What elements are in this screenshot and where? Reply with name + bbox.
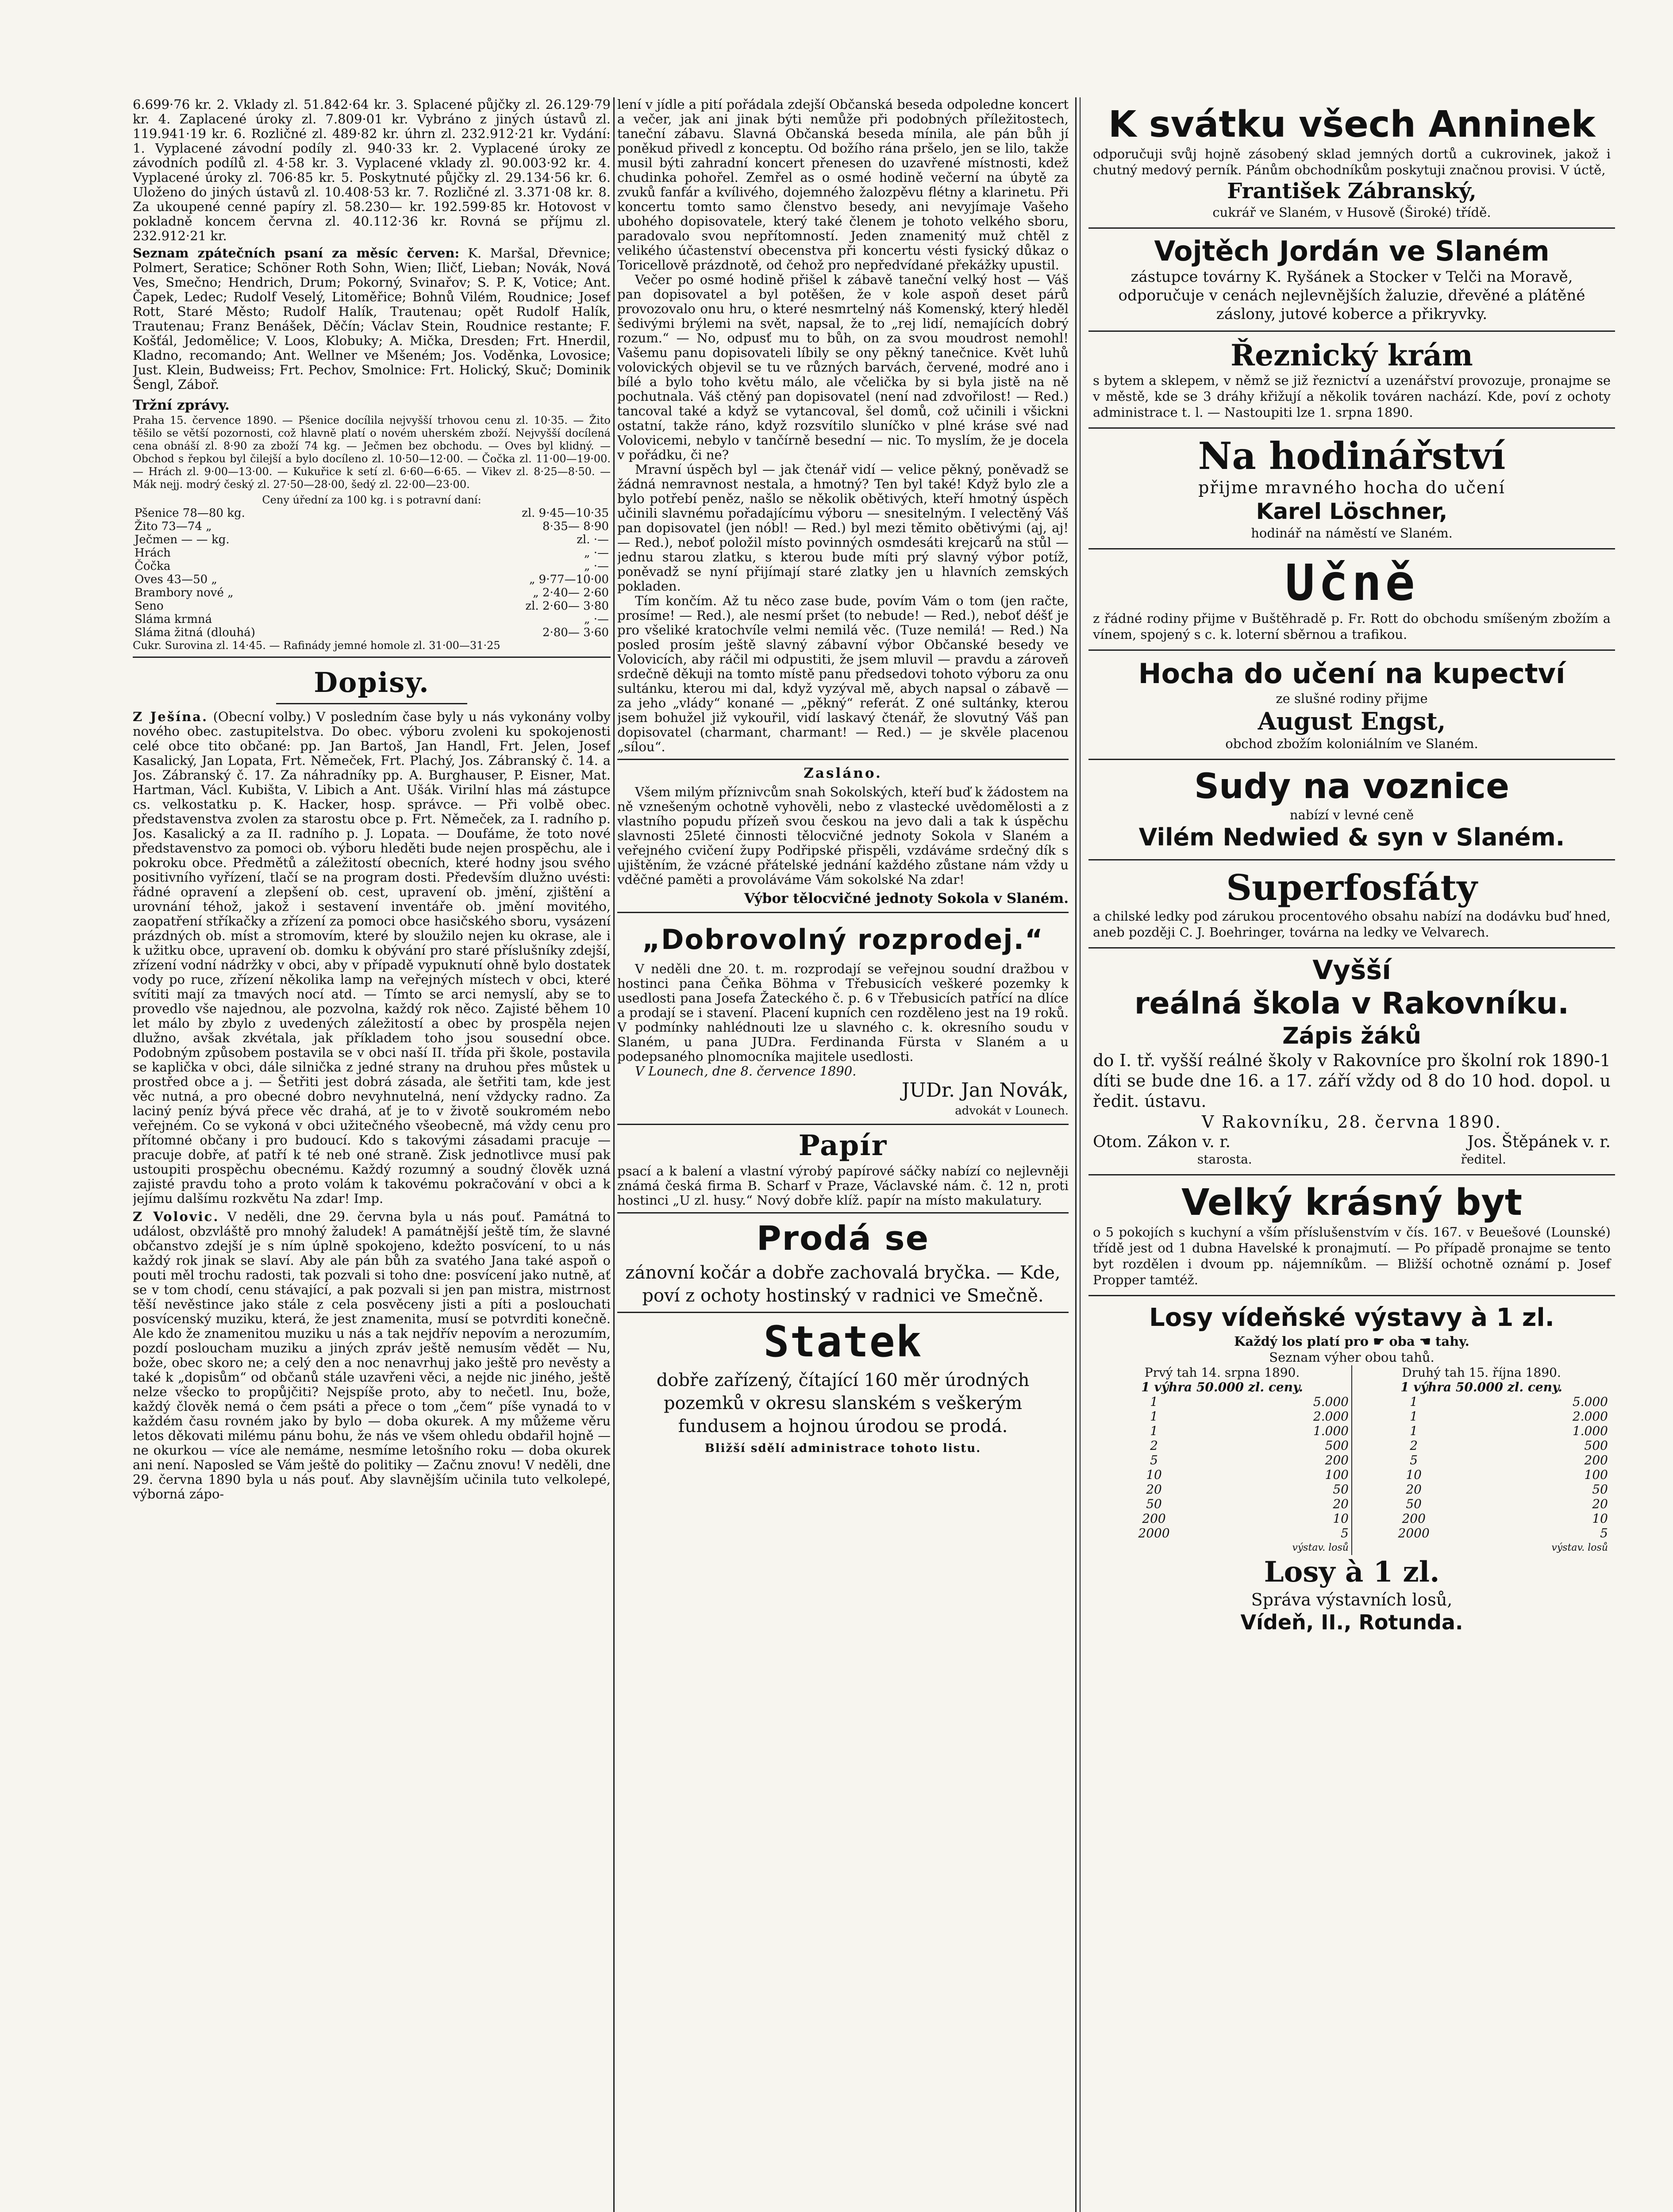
price-value: zl. ·— (577, 533, 609, 546)
papir-title: Papír (798, 1129, 888, 1162)
ad-superfosfaty (1088, 860, 1615, 949)
prize-value: 1.000 (1313, 1424, 1349, 1438)
prize-value: 100 (1584, 1467, 1608, 1482)
lottery-row (1093, 1424, 1611, 1438)
ad-text: Správa výstavních losů, (1251, 1590, 1453, 1609)
prize-count: 2000 (1352, 1526, 1475, 1540)
column-rule (1080, 97, 1081, 2212)
price-item: Ječmen — — kg. (135, 533, 230, 546)
members-list: K. Maršal, Dřevnice; Polmert, Seratice; Schöner Roth Sohn, Wien; Iličť, Lieban; Novák, Nová Ves, Smečno; Hendrich, Drum; Pokorný, Svinařov; S. P. K, Votice; Ant. Čapek, Ledec; Rudolf Veselý, Litoměřice; Bohnů Vilém, Roudnice; Josef Rott, Staré Město; Rudolf Halík, Trautenau; opět Rudolf Halík, Trautenau; Franz Benášek, Děčín; Václav Stein, Roudnice restante; F. Košťál, Jedomělice; V. Loos, Klobuky; A. Mička, Dresden; Frt. Hnerdil, Kladno, recomando; Ant. Wellner ve Mšeném; Jos. Voděnka, Lovosice; Just. Klein, Budweiss; Frt. Pechov, Smolnice: Frt. Holický, Skuč; Dominik Šengl, Záboř. (133, 246, 611, 392)
ad-role: ředitel. (1461, 1152, 1507, 1167)
ad-title: K svátku všech Anninek (1108, 104, 1596, 146)
column-rule (1075, 97, 1077, 2212)
ad-text: z řádné rodiny přijme v Buštěhradě p. Fr. Rott do obchodu smíšeným zbožím a vínem, spojený s c. k. loterní sběrnou a trafikou. (1093, 611, 1611, 642)
prize-value: 5 (1341, 1526, 1349, 1540)
ad-name: Karel Löschner, (1256, 499, 1448, 524)
price-row (133, 599, 611, 613)
lottery-row (1093, 1482, 1611, 1497)
ad-signature: Jos. Štěpánek v. r. (1467, 1133, 1611, 1151)
prize-count: 1 (1352, 1424, 1475, 1438)
ad-title: Superfosfáty (1226, 867, 1477, 908)
prize-value: 200 (1584, 1453, 1608, 1467)
lottery-table (1093, 1365, 1611, 1555)
ad-name: Vilém Nedwied & syn v Slaném. (1138, 823, 1565, 851)
column-rule (613, 97, 615, 2212)
ad-title: Sudy na voznice (1194, 767, 1510, 806)
lottery-row (1093, 1409, 1611, 1424)
lottery-main-prize: 1 výhra 50.000 zl. ceny. (1141, 1380, 1303, 1394)
prize-value: 5 (1600, 1526, 1608, 1540)
dopis-volovice-text: V neděli, dne 29. června byla u nás pouť. Památná to událost, obzvláště pro mnohý žaludek! A památnější ještě tím, že slavné občanstvo zdejší je s ním úplně spokojeno, kdežto posvícení, to u nás každý rok jinak se slaví. Aby ale pán bůh za svatého Jana také aspoň o pouti měl trochu radosti, tak pozvali si toho dne: posvícení jako nutně, ať se v tom chodí, cenu stávající, a pak pozvali si jen pan mistra, mistrnost těší nevěstince jako stále z cela posvěceny jisti a píti a poslouchati posvícenský muziku, která, že jest znamenita, musí se potvrditi konečně. Ale kdo že znamenitou muziku u nás a tak nejdřív nepovím a nerozumím, pozdí posloucham muziku a jiných zpráv ještě nemusím vědět — Nu, bože, obec skoro ne; a celý den a noc nenavrhuj jako ještě pro nevěsty a také k „dopisům“ od občanů stále uzavřeni věci, a nejde nic jiného, ještě nelze všecko to propůjčiti? Nejspíše proto, aby to nečetl. Inu, bože, každý člověk nemá o čem psáti a přece o tom „čem“ píše vynadá to v každém času rovném jako by bylo — doba okurek. A my můžeme věru letos děkovati milému pánu bohu, že nás ve všem ohledu obdařil hojně — ne okurkou — více ale nemáme, nesmíme letošního roku — doba okurek ani není. Naposled se Vám ještě do politiky — Začnu znovu! V neděli, dne 29. června 1890 byla u nás pouť. Aby slavnějším učinila tuto velkolepé, výborná zápo- (133, 1209, 611, 1502)
lottery-row (1093, 1394, 1611, 1409)
ad-text: zástupce továrny K. Ryšánek a Stocker v Telči na Moravě, odporučuje v cenách nejlevnějších žaluzie, dřevěné a plátěné záslony, jutové koberce a přikryvky. (1118, 268, 1585, 323)
prize-count: 50 (1146, 1497, 1162, 1511)
sale-title: „Dobrovolný rozprodej.“ (642, 923, 1044, 956)
prize-count: 1 (1150, 1424, 1158, 1438)
price-value: zl. 2·60— 3·80 (525, 599, 609, 613)
prize-count: 1 (1352, 1409, 1475, 1424)
price-item: Sláma žitná (dlouhá) (135, 626, 255, 639)
dopisy-title: Dopisy. (314, 666, 430, 699)
ad-losy (1088, 1296, 1615, 1642)
divider (617, 1212, 1069, 1214)
prize-value: 100 (1325, 1467, 1349, 1482)
lottery-draw-2: Druhý tah 15. října 1890. (1352, 1365, 1611, 1380)
lottery-row (1093, 1380, 1611, 1394)
lottery-row (1093, 1438, 1611, 1453)
ad-title: Vyšší (1312, 955, 1391, 986)
price-value: „ ·— (584, 560, 609, 573)
ad-title: Velký krásný byt (1181, 1182, 1523, 1224)
ad-roles (1093, 1152, 1611, 1167)
prize-value: 2.000 (1313, 1409, 1349, 1424)
ad-reznik (1088, 332, 1615, 429)
members-heading: Seznam zpátečních psaní za měsíc červen: (133, 246, 460, 261)
ad-text: a chilské ledky pod zárukou procentového obsahu nabízí na dodávku buď hned, aneb později C. J. Boehringer, továrna na ledky ve Velvarech. (1093, 909, 1611, 940)
price-value: „ 9·77—10·00 (529, 573, 609, 586)
prize-count: 20 (1352, 1482, 1475, 1497)
price-row (133, 546, 611, 560)
prize-value: 5.000 (1572, 1394, 1608, 1409)
article-text: Tím končím. Až tu něco zase bude, povím Vám o tom (jen račte, prosíme! — Red.), ale nesmí pršet (to nebude! — Red.), neboť déšť je pro všeliké kratochvíle velmi nemilá věc. (Tuze nemilá! — Red.) Na posled prosím ještě slavný zábavní výbor Občanské besedy ve Volovicích, aby ráčil mi odpustiti, že jsem mluvil — pravdu a zároveň srdečně děkuji na tomto místě panu předsedovi tohoto výboru za onu sultánku, kterou mi dal, když vyzýval mě, abych napsal o zábavě — za jeho „vlády“ konané — „pěkný“ referát. Z oné sultánky, kterou jsem bohužel již vykouřil, vidí laskavý čtenář, že slovutný Váš pan dopisovatel (charmant, charmant! — Red.) — je skvěle placenou „sílou“. (617, 593, 1069, 754)
statek-text: dobře zařízený, čítající 160 měr úrodných pozemků v okresu slanském s veškerým fundusem a hojnou úrodou se prodá. (656, 1370, 1030, 1436)
column-left (133, 97, 611, 2212)
ad-title: Učně (1285, 554, 1419, 612)
divider (276, 703, 467, 704)
dopis-place-volovice: Z Volovic. (133, 1209, 219, 1224)
ad-role: starosta. (1197, 1152, 1252, 1167)
prize-count: 5 (1150, 1453, 1158, 1467)
price-table (133, 507, 611, 639)
dopis-jesin-text: (Obecní volby.) V posledním čase byly u nás vykonány volby nového obec. zastupitelstva. Do obec. výboru zvoleni ku spokojenosti celé obce tito občané: pp. Jan Bartoš, Jan Handl, Frt. Jelen, Josef Kasalický, Jan Lopata, Frt. Němeček, Frt. Plachý, Jos. Zábranský č. 14. a Jos. Zábranský č. 17. Za náhradníky pp. A. Burghauser, P. Eisner, Mat. Hartman, Václ. Kubišta, V. Libich a Ant. Ušák. Virilní hlas má zástupce cs. velkostatku p. K. Hacker, hosp. správce. — Při volbě obec. představenstva zvolen za starostu obce p. Frt. Němeček, za I. radního p. Jos. Kasalický a za II. radního p. J. Lopata. — Doufáme, že toto nové představenstvo za pomoci ob. výboru hleděti bude nejen prospěchu, ale i pokroku obce. Předmětů a záležitostí obecních, které hodny jsou svého positivního vyřízení, tlačí se na program dosti. Především dlužno uvésti: řádné opravení a zlepšení ob. cest, upravení ob. jmění, zjištění a urovnání téhož, jakož i sestavení inventáře ob. jmění movitého, zaopatření stříkačky a zřízení za pomoci obce hasičského sboru, vysázení prázdných ob. míst a stromovím, které by sloužilo nejen ku okrase, ale i k užitku obce, upravení ob. domku k obývání pro staré příslušníky zdejší, zřízení vodní nádržky v obci, aby v případě vypuknutí ohně bylo dostatek vody po ruce, zřízení několika lamp na veřejných místech v obci, které svítiti mají za tmavých nocí atd. — Tímto se arci nemyslí, aby se to provedlo vše najednou, ale pozvolna, každý rok něco. Zajisté během 10 let málo by zbylo z uvedených záležitostí a obec by prospěla nejen dlužno, avšak zkvétala, jak příkladem toho jsou sousední obce. Podobným způsobem postavila se v obci naší II. třída při škole, postavila se kaplička v obci, dále silnička z jedné strany na druhou přes můstek u prostřed obce a j. — Šetřiti jest dobrá zásada, ale šetřiti tam, kde jest věc nutná, a pro obecné dobro nevyhnutelná, není vždycky radno. Za laciný peníz bývá přece věc drahá, ať je to v životě soukromém nebo veřejném. Co se vykoná v obci užitečného všeobecně, má vždy cenu pro přítomné občany i pro budoucí. Kdo s takovými zásadami pracuje — pracuje dobře, ať patří k té neb oné straně. Zisk jednotlivce musí pak ustoupiti prospěchu obecnému. Každý rozumný a soudný člověk uzná zajisté pravdu toho a proto volám k takovému pokračování v obci a k jejímu dalšímu rozkvětu Na zdar! Imp. (133, 709, 611, 1206)
statek-note: Bližší sdělí administrace tohoto listu. (704, 1442, 981, 1455)
ad-text: hodinář na náměstí ve Slaném. (1251, 526, 1453, 541)
prize-count: 2000 (1138, 1526, 1170, 1540)
prize-count: 1 (1150, 1394, 1158, 1409)
prize-value: 50 (1592, 1482, 1608, 1497)
prize-count: 10 (1146, 1467, 1162, 1482)
price-item: Pšenice 78—80 kg. (135, 507, 245, 520)
ad-text: přijme mravného hocha do učení (1198, 478, 1505, 497)
ad-signatures (1093, 1133, 1611, 1152)
ad-title: reálná škola v Rakovníku. (1134, 986, 1569, 1021)
article-text: lení v jídle a pití pořádala zdejší Občanská beseda odpoledne koncert a večer, jak ani jinak býti nemůže při podobných příležitostech, taneční zábavu. Slavná Občanská beseda mínila, ale pán bůh jí poněkud přivedl z konceptu. Od božího rána pršelo, jen se lilo, takže musil býti zahradní koncert přenesen do uzavřené místnosti, kdež chudinka pohořel. Zemřel as o osmé hodině večerní na úbytě za zvuků fanfár a kvílivého, dojemného žalozpěvu flétny a klarinetu. Při koncertu tomto samo členstvo besedy, ani nevyjímaje Vašeho ubohého dopisovatele, který také členem je tohoto velkého sboru, paradovalo svou nepřítomností. Jeden znamenitý muž chtěl z velikého účastenství obecenstva při koncertu vésti fysický důkaz o Toricellově prázdnotě, od čehož pro nepředvídané překážky upustil. (617, 97, 1069, 273)
zaslano-title: Zasláno. (804, 765, 882, 781)
price-item: Sláma krmná (135, 613, 212, 626)
price-item: Žito 73—74 „ (135, 520, 212, 533)
price-caption: Ceny úřední za 100 kg. i s potravní daní: (262, 494, 481, 506)
ad-text: odporučuji svůj hojně zásobený sklad jemných dortů a cukrovinek, jakož i chutný medový perník. Pánům obchodníkům poskytuji značnou provisi. V úctě, (1093, 146, 1611, 177)
prize-value: 500 (1325, 1438, 1349, 1453)
article-text: Večer po osmé hodině přišel k zábavě taneční velký host — Váš pan dopisovatel a byl potěšen, že v kole aspoň deset párů provozovalo onu hru, o které nesmrtelný náš Komenský, který hleděl šedivými brýlemi na svět, napsal, že to „rej lidí, nemajících dobrý rozum.“ — No, odpusť mu to bůh, on za svou moudrost nemohl! Vašemu panu dopisovateli líbily se ony pěkný tanečnice. Květ luhů volovických objevil se tu ve různých barvách, červené, modré ano i bílé a bylo toho květu málo, ale včelička by si byla jistě na ně pochutnala. Váš ctěný pan dopisovatel (není nad zdvořilost! — Red.) tancoval také a když se vytancoval, šel domů, což učinili i všickni ostatní, takže ráno, když rozsvítilo sluníčko v plné kráse své nad Volovicemi, nebylo v tančírně besední — nic. To myslím, že je docela v pořádku, či ne? (617, 272, 1069, 462)
ad-text: obchod zbožím koloniálním ve Slaném. (1225, 736, 1478, 751)
sugar-price: Cukr. Surovina zl. 14·45. — Rafinády jemné homole zl. 31·00—31·25 (133, 639, 500, 652)
ad-subtitle: Zápis žáků (1282, 1023, 1421, 1049)
lottery-row (1093, 1540, 1611, 1555)
ad-text: nabízí v levné ceně (1289, 807, 1414, 822)
ad-ucne (1088, 549, 1615, 651)
price-value: 2·80— 3·60 (542, 626, 609, 639)
price-row (133, 533, 611, 546)
lottery-row (1093, 1526, 1611, 1540)
ad-sudy (1088, 760, 1615, 860)
financial-report: 6.699·76 kr. 2. Vklady zl. 51.842·64 kr. 3. Splacené půjčky zl. 26.129·79 kr. 4. Zaplacené úroky zl. 7.809·01 kr. Vybráno z jiných ústavů zl. 119.941·19 kr. 6. Rozličné zl. 489·82 kr. úhrn zl. 232.912·21 kr. Vydání: 1. Vyplacené závodní podíly zl. 940·33 kr. 2. Vyplacené úroky ze závodních podílů zl. 4·58 kr. 3. Vyplacené vklady zl. 90.003·92 kr. 4. Vyplacené úroky zl. 706·85 kr. 5. Poskytnuté půjčky zl. 29.134·56 kr. 6. Uloženo do jiných ústavů zl. 10.408·53 kr. 7. Rozličné zl. 3.371·08 kr. 8. Za ukoupené cenné papíry zl. 58.230— kr. 192.599·85 kr. Hotovost v pokladně koncem června zl. 40.112·36 kr. Rovná se příjmu zl. 232.912·21 kr. (133, 97, 611, 243)
ad-text: Vídeň, II., Rotunda. (1240, 1610, 1463, 1634)
ad-text: Seznam výher obou tahů. (1269, 1350, 1435, 1365)
prize-note: výstav. losů (1352, 1540, 1611, 1555)
price-value: zl. 9·45—10·35 (522, 507, 609, 520)
divider (617, 1124, 1069, 1125)
prize-count: 2 (1352, 1438, 1475, 1453)
divider (617, 1312, 1069, 1313)
prize-count: 2 (1150, 1438, 1158, 1453)
prize-value: 500 (1584, 1438, 1608, 1453)
divider (617, 912, 1069, 913)
ad-byt (1088, 1175, 1615, 1296)
market-report: Praha 15. července 1890. — Pšenice docílila nejvyšší trhovou cenu zl. 10·35. — Žito těšilo se větší pozornosti, což hlavně platí o novém uherském zboží. Nejvyšší docílená cena obnáší zl. 8·90 za zboží 74 kg. — Ječmen bez obchodu. — Oves byl klidný. — Obchod s řepkou byl čilejší a bylo docíleno zl. 10·50—12·00. — Čočka zl. 11·00—19·00. — Hrách zl. 9·00—13·00. — Kukuřice k setí zl. 6·60—6·65. — Vikev zl. 8·25—8·50. — Mák nejj. modrý český zl. 27·50—28·00, šedý zl. 22·00—23·00. (133, 414, 611, 491)
sale-date: V Lounech, dne 8. července 1890. (635, 1064, 857, 1079)
price-value: „ 2·40— 2·60 (533, 586, 609, 599)
ad-title: Hocha do učení na kupectví (1138, 657, 1565, 690)
ad-text: o 5 pokojích s kuchyní a vším příslušenstvím v čís. 167. v Beuešové (Lounské) třídě jest od 1 dubna Havelské k pronajmutí. — Po případě pronajme se tento byt rozdělen i dvoum pp. nájemníkům. — Bližší ochotně oznámí p. Josef Propper tamtéž. (1093, 1225, 1611, 1287)
lottery-main-prize: 1 výhra 50.000 zl. ceny. (1352, 1380, 1611, 1394)
prize-value: 5.000 (1313, 1394, 1349, 1409)
prize-count: 200 (1352, 1511, 1475, 1526)
price-row (133, 507, 611, 520)
prize-value: 10 (1333, 1511, 1349, 1526)
lottery-row (1093, 1497, 1611, 1511)
price-row (133, 626, 611, 639)
ad-text: s bytem a sklepem, v němž se již řeznictví a uzenářství provozuje, pronajme se v městě, kde se 3 dráhy křižují a několik továren nachází. Kde, poví z ochoty administrace t. l. — Nastoupiti lze 1. srpna 1890. (1093, 373, 1611, 420)
price-item: Oves 43—50 „ (135, 573, 217, 586)
price-value: „ ·— (584, 546, 609, 560)
prize-count: 1 (1150, 1409, 1158, 1424)
price-item: Brambory nové „ (135, 586, 234, 599)
prize-note: výstav. losů (1292, 1542, 1349, 1553)
column-right (1088, 97, 1615, 2212)
proda-text: zánovní kočár a dobře zachovalá bryčka. — Kde, poví z ochoty hostinský v radnici ve Smečně. (625, 1263, 1061, 1306)
price-item: Čočka (135, 560, 171, 573)
ad-text: Každý los platí pro ☛ oba ☚ tahy. (1234, 1334, 1469, 1349)
ad-jordan (1088, 229, 1615, 332)
zaslano-text: Všem milým příznivcům snah Sokolských, kteří buď k žádostem na ně vznešeným ochotně vyhověli, nebo z vlastecké uvědomělosti a z vlastního popudu přízeň svou českou na jevo dali a tak k úspěchu slavnosti 25leté činnosti tělocvičné jednoty Sokola v Slaném a veřejného cvičení župy Podřipské přispěli, vzdáváme srdečný dík s ujištěním, že vzácné přátelské jednání každého zůstane nám vždy u vděčné paměti a provoláváme Vám sokolské Na zdar! (617, 784, 1069, 887)
prize-count: 5 (1352, 1453, 1475, 1467)
ad-date: V Rakovníku, 28. června 1890. (1201, 1112, 1502, 1132)
zaslano-signature: Výbor tělocvičné jednoty Sokola v Slaném. (744, 891, 1069, 906)
market-heading: Tržní zprávy. (133, 397, 230, 413)
price-row (133, 520, 611, 533)
sale-text: V neděli dne 20. t. m. rozprodají se veřejnou soudní dražbou v hostinci pana Čeňka Böhma v Třebusicích veškeré pozemky k usedlosti pana Josefa Žateckého č. p. 6 v Třebusicích patřící na dlíce a prodají se i stavení. Placení kupních cen rozděleno jest na 19 roků. V podmínky nahlédnouti lze u slavného c. k. okresního soudu v Slaném, u pana JUDra. Ferdinanda Fürsta v Slaném a u podepsaného plnomocníka majitele usedlosti. (617, 961, 1069, 1064)
article-text: Mravní úspěch byl — jak čtenář vidí — velice pěkný, poněvadž se žádná nemravnost nestala, a hmotný? Ten byl také! Když bylo zle a bylo potřebí peněz, našlo se několik obětivých, kteří hmotný úspěch učinili slavnému pořadajícímu výboru — snesitelným. I velectěný Váš pan dopisovatel (jen nóbl! — Red.) byl mezi těmito obětivými (aj, aj! — Red.), neboť položil místo povinných osmdesáti krejcarů na stůl — jednu starou zlatku, s kterou bude míti prý slavný výbor potíž, poněvadž se nyní přijímají staré zlatky jen u hlavních zemských pokladen. (617, 462, 1069, 594)
price-item: Seno (135, 599, 164, 613)
price-value: „ ·— (584, 613, 609, 626)
lottery-row (1093, 1467, 1611, 1482)
prize-count: 50 (1352, 1497, 1475, 1511)
lottery-draw-1: Prvý tah 14. srpna 1890. (1144, 1365, 1300, 1380)
prize-value: 20 (1592, 1497, 1608, 1511)
prize-count: 1 (1352, 1394, 1475, 1409)
price-row (133, 573, 611, 586)
divider (133, 657, 611, 658)
price-row (133, 586, 611, 599)
prize-value: 10 (1592, 1511, 1608, 1526)
prize-value: 50 (1333, 1482, 1349, 1497)
proda-title: Prodá se (756, 1218, 930, 1258)
ad-title: Losy vídeňské výstavy à 1 zl. (1149, 1303, 1554, 1332)
prize-count: 20 (1146, 1482, 1162, 1497)
ad-kupectvi (1088, 651, 1615, 760)
ad-realka (1088, 949, 1615, 1175)
prize-value: 1.000 (1572, 1424, 1608, 1438)
prize-count: 200 (1142, 1511, 1166, 1526)
dopis-place-jesin: Z Ješína. (133, 709, 208, 724)
prize-count: 10 (1352, 1467, 1475, 1482)
statek-title: Statek (763, 1317, 923, 1367)
lottery-head-row (1093, 1365, 1611, 1380)
price-row (133, 560, 611, 573)
ad-text: do I. tř. vyšší reálné školy v Rakovníce pro školní rok 1890-1 díti se bude dne 16. a 17. září vždy od 8 do 10 hod. dopol. u ředit. ústavu. (1093, 1051, 1611, 1111)
sale-signature: JUDr. Jan Novák, (901, 1079, 1069, 1102)
prize-value: 20 (1333, 1497, 1349, 1511)
price-value: 8·35— 8·90 (542, 520, 609, 533)
papir-text: psací a k balení a vlastní výrobý papírové sáčky nabízí co nejlevněji známá česká firma B. Scharf v Praze, Václavské nám. č. 12 n, proti hostinci „U zl. husy.“ Nový dobře klíž. papír na místo makulatury. (617, 1164, 1069, 1208)
price-item: Hrách (135, 546, 171, 560)
prize-value: 2.000 (1572, 1409, 1608, 1424)
ad-title: Řeznický krám (1231, 338, 1473, 373)
ad-hodinarstvi (1088, 429, 1615, 549)
price-row (133, 613, 611, 626)
prize-value: 200 (1325, 1453, 1349, 1467)
ad-signature: František Zábranský, (1227, 179, 1477, 204)
lottery-row (1093, 1453, 1611, 1467)
ad-title: Na hodinářství (1198, 434, 1506, 478)
ad-text: ze slušné rodiny přijme (1276, 691, 1428, 706)
divider (617, 759, 1069, 760)
ad-anninek (1088, 97, 1615, 229)
ad-name: August Engst, (1258, 707, 1446, 735)
sale-role: advokát v Lounech. (955, 1104, 1069, 1118)
ad-signature: Otom. Zákon v. r. (1093, 1133, 1231, 1151)
lottery-row (1093, 1511, 1611, 1526)
ad-title: Losy à 1 zl. (1264, 1555, 1440, 1589)
column-middle (617, 97, 1069, 2212)
ad-address: cukrář ve Slaném, v Husově (Široké) třídě. (1212, 205, 1491, 220)
ad-title: Vojtěch Jordán ve Slaném (1154, 235, 1550, 267)
